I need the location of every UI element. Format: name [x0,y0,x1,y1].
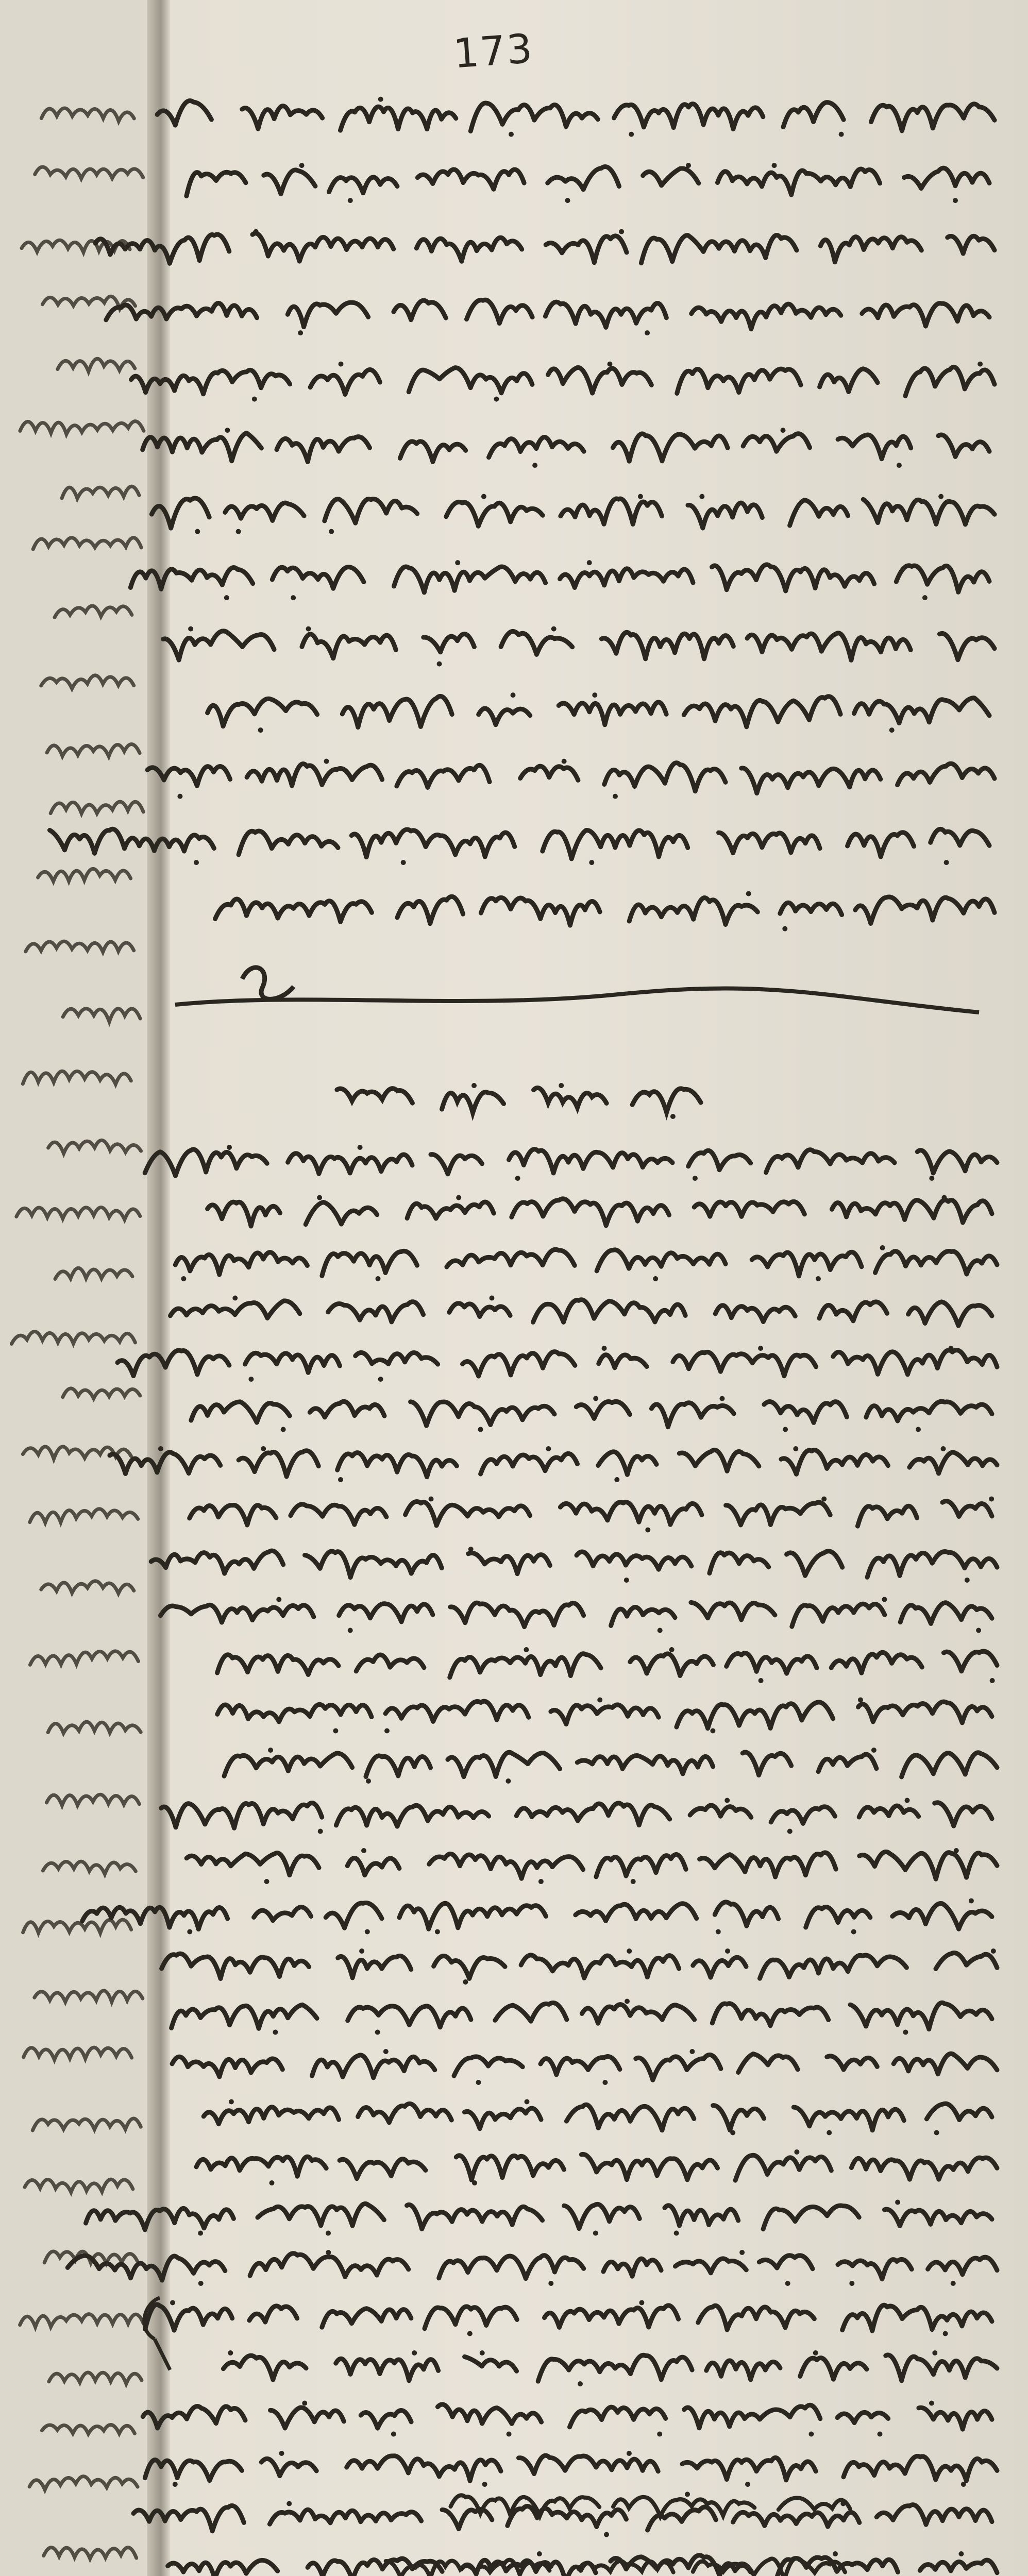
diacritic-dot [326,2231,331,2236]
diacritic-dot [248,1377,254,1382]
diacritic-dot [401,860,406,865]
diacritic-dot [287,2501,292,2506]
diacritic-dot [437,662,442,667]
diacritic-dot [227,1145,232,1150]
diacritic-dot [269,2180,275,2185]
diacritic-dot [173,2482,178,2487]
diacritic-dot [435,1929,440,1935]
diacritic-dot [725,1948,730,1954]
diacritic-dot [699,494,704,499]
diacritic-dot [602,2080,608,2085]
diacritic-dot [378,1377,383,1382]
diacritic-dot [614,1477,619,1482]
diacritic-dot [739,2250,745,2255]
diacritic-dot [551,626,557,632]
diacritic-dot [657,2432,662,2437]
diacritic-dot [627,2451,632,2456]
diacritic-dot [339,362,344,367]
diacritic-dot [934,2130,939,2136]
diacritic-dot [476,2080,481,2085]
diacritic-dot [689,2049,695,2054]
diacritic-dot [783,1427,788,1432]
diacritic-dot [361,1848,366,1853]
diacritic-dot [833,2551,838,2556]
diacritic-dot [730,2130,735,2136]
diacritic-dot [515,1176,520,1181]
diacritic-dot [532,463,537,468]
diacritic-dot [181,1276,186,1281]
diacritic-dot [326,2250,331,2255]
diacritic-dot [333,1728,338,1734]
diacritic-dot [903,2030,908,2035]
diacritic-dot [922,595,928,600]
diacritic-dot [758,1346,763,1351]
diacritic-dot [965,1578,970,1583]
diacritic-dot [793,1446,798,1451]
diacritic-dot [710,1728,715,1734]
diacritic-dot [546,1446,551,1451]
diacritic-dot [589,860,594,865]
diacritic-dot [348,198,353,203]
diacritic-dot [281,1427,286,1432]
diacritic-dot [383,2049,389,2054]
diacritic-dot [724,1798,730,1803]
diacritic-dot [816,1276,821,1281]
diacritic-dot [261,1446,266,1451]
diacritic-dot [318,1829,323,1834]
diacritic-dot [317,1195,322,1200]
diacritic-dot [882,1597,887,1602]
diacritic-dot [291,595,296,600]
diacritic-dot [821,1497,827,1502]
diacritic-dot [602,1346,607,1351]
diacritic-dot [338,1477,343,1482]
diacritic-dot [627,1948,632,1954]
diacritic-dot [943,2331,948,2336]
diacritic-dot [989,1497,994,1502]
diacritic-dot [604,2532,609,2537]
diacritic-dot [686,163,691,168]
diacritic-dot [456,1195,461,1200]
diacritic-dot [195,529,200,534]
diacritic-dot [232,1296,238,1301]
diacritic-dot [177,794,182,799]
diacritic-dot [559,1083,564,1088]
diacritic-dot [759,1678,764,1683]
diacritic-dot [991,1948,996,1954]
diacritic-dot [746,891,751,896]
diacritic-dot [938,494,943,499]
diacritic-dot [254,229,259,234]
diacritic-dot [597,1698,602,1703]
diacritic-dot [467,2331,473,2336]
diacritic-dot [593,2231,598,2236]
diacritic-dot [944,860,949,865]
diacritic-dot [276,1597,281,1602]
diacritic-dot [524,1647,529,1652]
diacritic-dot [376,1276,381,1281]
diacritic-dot [198,2231,203,2236]
diacritic-dot [653,1276,658,1281]
diacritic-dot [794,2149,799,2155]
diacritic-dot [187,1929,192,1935]
diacritic-dot [624,1578,629,1583]
diacritic-dot [378,97,383,102]
diacritic-dot [782,926,787,931]
diacritic-dot [391,2432,396,2437]
diacritic-dot [951,2281,956,2286]
diacritic-dot [158,1446,163,1451]
diacritic-dot [194,860,199,865]
diacritic-dot [645,1528,650,1533]
diacritic-dot [273,2030,278,2035]
diacritic-dot [198,2281,204,2286]
diacritic-dot [429,1497,434,1502]
diacritic-dot [384,1728,390,1734]
diacritic-dot [953,198,958,203]
diacritic-dot [548,2281,553,2286]
diacritic-dot [471,1083,477,1088]
diacritic-dot [895,2200,900,2205]
diacritic-dot [494,397,499,402]
diacritic-dot [412,2350,417,2355]
diacritic-dot [366,1778,371,1784]
diacritic-dot [525,2099,530,2105]
diacritic-dot [976,1628,981,1633]
diacritic-dot [329,529,334,534]
diacritic-dot [505,1778,511,1784]
diacritic-dot [941,1446,946,1451]
diacritic-dot [990,1678,995,1683]
diacritic-dot [669,1647,675,1652]
diacritic-dot [719,1396,724,1401]
diacritic-dot [268,1748,273,1753]
diacritic-dot [608,362,613,367]
diacritic-dot [871,1748,877,1753]
diacritic-dot [264,1879,269,1884]
diacritic-dot [480,2350,485,2355]
diacritic-dot [670,1114,676,1119]
diacritic-dot [507,2432,512,2437]
diacritic-dot [578,2381,583,2386]
diacritic-dot [375,2030,380,2035]
diacritic-dot [897,463,902,468]
diacritic-dot [685,2492,690,2497]
diacritic-dot [463,1979,468,1985]
diacritic-dot [851,1929,856,1935]
diacritic-dot [298,330,303,335]
diacritic-dot [228,2350,233,2355]
diacritic-dot [302,2401,307,2406]
diacritic-dot [941,1195,947,1200]
diacritic-dot [511,692,516,698]
diacritic-dot [482,2482,487,2487]
diacritic-dot [787,1829,793,1834]
diacritic-dot [880,1245,885,1250]
diacritic-dot [645,330,650,335]
diacritic-dot [889,727,895,733]
diacritic-dot [188,626,193,632]
diacritic-dot [827,2130,832,2136]
diacritic-dot [279,2451,284,2456]
diacritic-dot [306,626,311,632]
diacritic-dot [481,494,486,499]
diacritic-dot [538,1879,544,1884]
diacritic-dot [170,2300,175,2306]
diacritic-dot [929,1176,934,1181]
diacritic-dot [905,1798,910,1803]
diacritic-dot [359,1948,364,1954]
diacritic-dot [949,1346,954,1351]
diacritic-dot [587,560,592,565]
diacritic-dot [229,2099,234,2105]
diacritic-dot [693,1176,698,1181]
diacritic-dot [472,2180,477,2185]
diacritic-dot [638,494,643,499]
diacritic-dot [365,1929,370,1935]
diacritic-dot [745,2482,750,2487]
diacritic-dot [509,132,514,137]
diacritic-dot [961,2482,966,2487]
diacritic-dot [716,1929,721,1935]
folio-number: 173 [452,25,535,78]
diacritic-dot [490,1296,495,1301]
diacritic-dot [348,1628,353,1633]
diacritic-dot [478,1427,483,1432]
diacritic-dot [625,1999,630,2004]
diacritic-dot [781,428,786,433]
diacritic-dot [299,163,305,168]
diacritic-dot [562,759,567,764]
diacritic-dot [639,2300,644,2306]
diacritic-dot [324,759,329,764]
diacritic-dot [954,1848,959,1853]
diacritic-dot [674,2231,679,2236]
diacritic-dot [772,163,777,168]
diacritic-dot [969,1899,974,1904]
diacritic-dot [916,1427,921,1432]
diacritic-dot [592,692,597,698]
diacritic-dot [593,1396,598,1401]
diacritic-dot [858,1698,863,1703]
diacritic-dot [658,1628,663,1633]
diacritic-dot [225,428,230,433]
diacritic-dot [619,229,624,234]
diacritic-dot [785,2281,790,2286]
diacritic-dot [808,2432,814,2437]
diacritic-dot [613,794,618,799]
diacritic-dot [565,198,570,203]
diacritic-dot [537,2551,542,2556]
diacritic-dot [224,595,229,600]
diacritic-dot [932,2350,937,2355]
diacritic-dot [258,727,263,733]
diacritic-dot [849,2281,854,2286]
diacritic-dot [978,362,983,367]
diacritic-dot [468,1547,474,1552]
diacritic-dot [236,529,241,534]
diacritic-dot [813,2350,818,2355]
diacritic-dot [929,2401,934,2406]
diacritic-dot [455,560,460,565]
diacritic-dot [839,132,844,137]
diacritic-dot [629,132,634,137]
diacritic-dot [958,2551,964,2556]
diacritic-dot [631,1879,636,1884]
diacritic-dot [358,1145,363,1150]
diacritic-dot [252,397,257,402]
diacritic-dot [878,2432,883,2437]
